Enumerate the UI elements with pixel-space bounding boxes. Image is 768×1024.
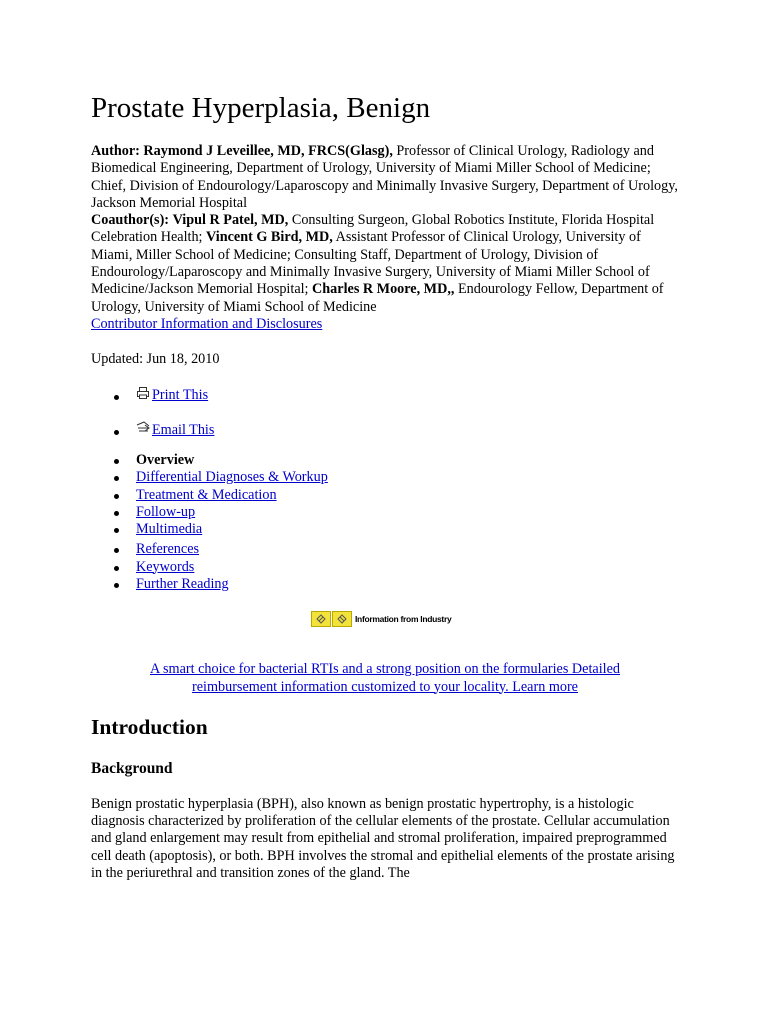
contributor-info-link[interactable]: Contributor Information and Disclosures — [91, 315, 323, 332]
coauthor-description: Assistant Professor of Clinical Urology, University of Miami, Miller School of Medicine; Consulting Staff, Department of Urology, Division of Endourology/Laparoscopy and Minimally Invasive Surgery, University of Miami Miller School of Medicine/Jackson Memorial Hospital; — [91, 229, 650, 298]
author-description: Professor of Clinical Urology, Radiology and Biomedical Engineering, Department of Urology, University of Miami Miller School of Medicine; Chief, Division of Endourology/Laparoscopy and Minimally Invasive Surgery, Department of Urology, Jackson Memorial Hospital — [91, 143, 678, 211]
email-link[interactable]: Email This — [152, 421, 215, 438]
promo-block — [120, 661, 650, 696]
section-link-multimedia[interactable]: Multimedia — [136, 521, 203, 538]
keywords-link[interactable]: Keywords — [136, 558, 195, 575]
coauthor-name: Vincent G Bird, MD, — [206, 229, 333, 246]
section-link-differential-diagnoses[interactable]: Differential Diagnoses & Workup — [136, 469, 328, 486]
list-item — [91, 418, 328, 453]
print-link[interactable]: Print This — [152, 387, 209, 403]
article-nav-list — [91, 383, 328, 538]
body-paragraph: Benign prostatic hyperplasia (BPH), also known as benign prostatic hypertrophy, is a histologic diagnosis characterized by proliferation of the cellular elements of the prostate. Cellular accumulation and gland enlargement may result from epithelial and stromal proliferation, impaired preprogrammed cell death (apoptosis), or both. BPH involves the stromal and epithelial elements of the prostate arising in the periurethral and transition zones of the gland. The — [91, 796, 675, 881]
author-label: Author: — [91, 143, 140, 159]
section-link-follow-up[interactable]: Follow-up — [136, 503, 196, 520]
list-item — [91, 452, 328, 469]
page-title: Prostate Hyperplasia, Benign — [91, 92, 431, 124]
coauthor-description: Consulting Surgeon, Global Robotics Institute, Florida Hospital Celebration Health; — [91, 212, 655, 246]
industry-info-bar — [311, 611, 451, 627]
author-block — [91, 143, 681, 333]
list-item — [91, 521, 328, 538]
references-link[interactable]: References — [136, 541, 200, 557]
coauthor-label: Coauthor(s): — [91, 212, 170, 229]
subsection-heading-background: Background — [91, 760, 173, 777]
list-item — [91, 487, 328, 504]
coauthor-description: Endourology Fellow, Department of Urology, University of Miami School of Medicine — [91, 281, 664, 315]
industry-next-icon[interactable] — [332, 611, 352, 627]
resource-link-list — [91, 541, 229, 594]
list-item — [91, 504, 328, 521]
list-item — [91, 383, 328, 418]
further-reading-link[interactable]: Further Reading — [136, 576, 229, 593]
updated-date: Updated: Jun 18, 2010 — [91, 351, 220, 367]
current-section-label: Overview — [136, 452, 195, 468]
coauthor-name: Charles R Moore, MD,, — [312, 281, 455, 298]
list-item — [91, 469, 328, 486]
section-link-treatment[interactable]: Treatment & Medication — [136, 486, 277, 503]
printer-icon[interactable] — [136, 384, 150, 398]
industry-label: Information from Industry — [355, 614, 452, 624]
email-icon[interactable] — [136, 419, 150, 433]
coauthor-name: Vipul R Patel, MD, — [172, 212, 289, 229]
list-item — [91, 541, 229, 559]
industry-prev-icon[interactable] — [311, 611, 331, 627]
section-heading-introduction: Introduction — [91, 715, 208, 739]
promo-link[interactable]: A smart choice for bacterial RTIs and a strong position on the formularies Detailed reimbursement information customized to your locality. Learn more — [150, 661, 620, 695]
list-item — [91, 559, 229, 577]
list-item — [91, 576, 229, 594]
author-name: Raymond J Leveillee, MD, FRCS(Glasg), — [143, 143, 393, 159]
